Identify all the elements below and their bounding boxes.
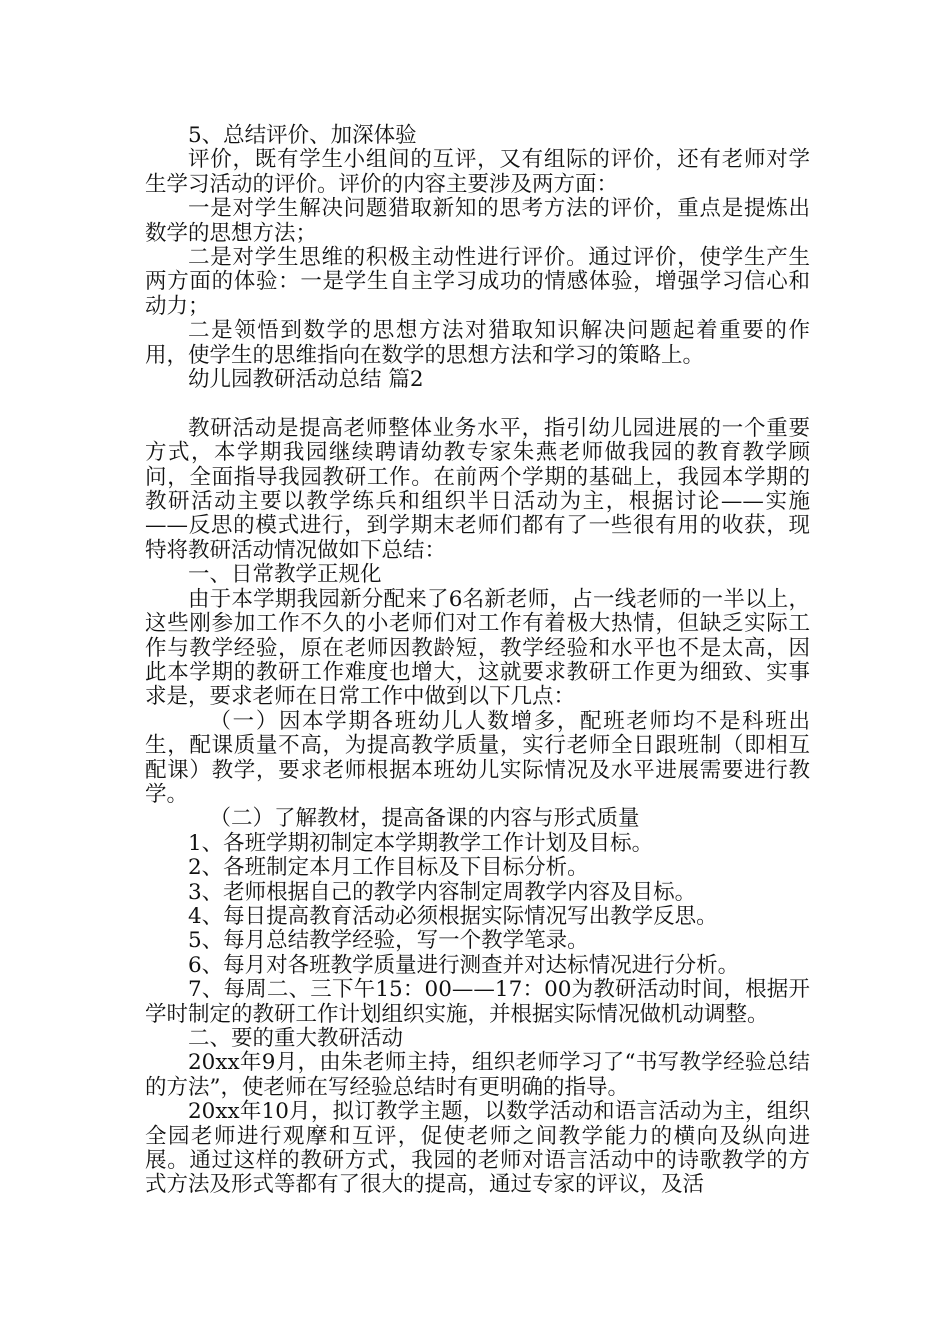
paragraph: 一是对学生解决问题猎取新知的思考方法的评价，重点是提炼出数学的思想方法； bbox=[145, 196, 810, 246]
section-heading-summary-evaluation: 5、总结评价、加深体验 bbox=[188, 123, 417, 148]
paragraph: 二是领悟到数学的思想方法对猎取知识解决问题起着重要的作用，使学生的思维指向在数学的思想方法和学习的策略上。 bbox=[145, 318, 810, 368]
blank-line bbox=[145, 392, 810, 416]
list-item: 1、各班学期初制定本学期教学工作计划及目标。 bbox=[188, 830, 654, 856]
list-item: 7、每周二、三下午15：00——17：00为教研活动时间，根据开学时制定的教研工作计划组织实施，并根据实际情况做机动调整。 bbox=[145, 977, 810, 1027]
paragraph: 二是对学生思维的积极主动性进行评价。通过评价，使学生产生两方面的体验：一是学生自主学习成功的情感体验，增强学习信心和动力； bbox=[145, 245, 810, 319]
sub-heading: （二）了解教材，提高备课的内容与形式质量 bbox=[209, 806, 640, 832]
list-item: 2、各班制定本月工作目标及下目标分析。 bbox=[188, 855, 589, 881]
list-item: 3、老师根据自己的教学内容制定周教学内容及目标。 bbox=[188, 879, 697, 905]
document-body bbox=[145, 124, 810, 1198]
list-item: 6、每月对各班教学质量进行测查并对达标情况进行分析。 bbox=[188, 952, 740, 978]
paragraph: 教研活动是提高老师整体业务水平，指引幼儿园进展的一个重要方式，本学期我园继续聘请幼教专家朱燕老师做我园的教育教学顾问，全面指导我园教研工作。在前两个学期的基础上，我园本学期的教研活动主要以教学练兵和组织半日活动为主，根据讨论——实施——反思的模式进行，到学期末老师们都有了一些很有用的收获，现特将教研活动情况做如下总结： bbox=[145, 415, 810, 563]
article-title: 幼儿园教研活动总结 篇2 bbox=[188, 367, 424, 393]
paragraph: 评价，既有学生小组间的互评，又有组际的评价，还有老师对学生学习活动的评价。评价的内容主要涉及两方面： bbox=[145, 147, 810, 197]
paragraph: （一）因本学期各班幼儿人数增多，配班老师均不是科班出生，配课质量不高，为提高教学质量，实行老师全日跟班制（即相互配课）教学，要求老师根据本班幼儿实际情况及水平进展需要进行教学。 bbox=[145, 708, 810, 807]
paragraph: 由于本学期我园新分配来了6名新老师，占一线老师的一半以上，这些刚参加工作不久的小老师们对工作有着极大热情，但缺乏实际工作与教学经验，原在老师因教龄短，教学经验和水平也不是太高，因此本学期的教研工作难度也增大，这就要求教研工作更为细致、实事求是，要求老师在日常工作中做到以下几点： bbox=[145, 586, 810, 710]
section-heading: 二、要的重大教研活动 bbox=[188, 1026, 404, 1052]
list-item: 5、每月总结教学经验，写一个教学笔录。 bbox=[188, 928, 589, 954]
section-heading: 一、日常教学正规化 bbox=[188, 562, 382, 588]
paragraph: 20xx年9月，由朱老师主持，组织老师学习了“书写教学经验总结的方法”，使老师在写经验总结时有更明确的指导。 bbox=[145, 1050, 810, 1100]
list-item: 4、每日提高教育活动必须根据实际情况写出教学反思。 bbox=[188, 903, 718, 929]
paragraph: 20xx年10月，拟订教学主题，以数学活动和语言活动为主，组织全园老师进行观摩和互评，促使老师之间教学能力的横向及纵向进展。通过这样的教研方式，我园的老师对语言活动中的诗歌教学的方式方法及形式等都有了很大的提高，通过专家的评议，及活 bbox=[145, 1099, 810, 1198]
